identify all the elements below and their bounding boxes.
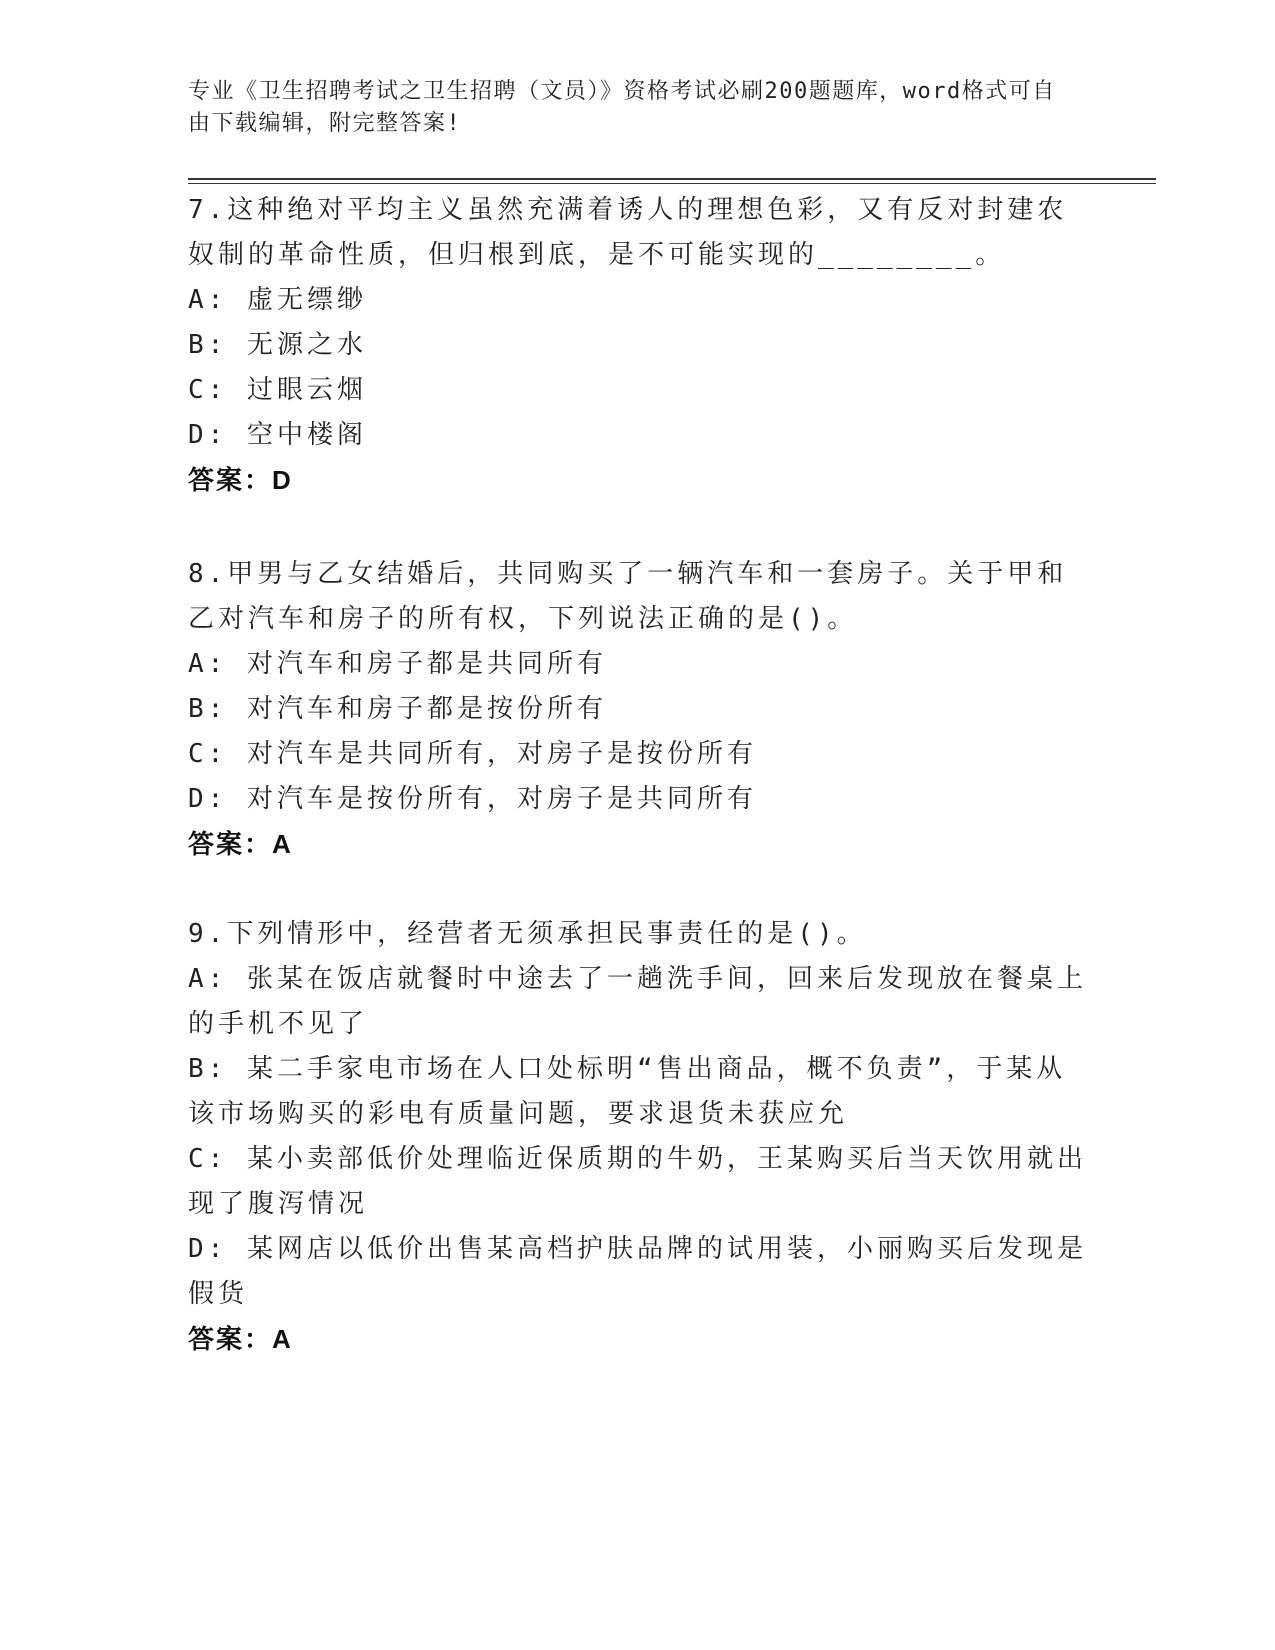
option-c: C: 对汽车是共同所有，对房子是按份所有: [188, 739, 757, 769]
option-a: A: 张某在饭店就餐时中途去了一趟洗手间，回来后发现放在餐桌上的手机不见了: [188, 964, 1087, 1039]
option-d: D: 对汽车是按份所有，对房子是共同所有: [188, 784, 757, 814]
answer: 答案：D: [188, 465, 293, 495]
question-stem: 8.甲男与乙女结婚后，共同购买了一辆汽车和一套房子。关于甲和乙对汽车和房子的所有权，下列说法正确的是()。: [188, 559, 1068, 634]
header-divider: [188, 178, 1156, 184]
option-a: A: 虚无缥缈: [188, 285, 367, 315]
option-b: B: 某二手家电市场在人口处标明“售出商品，概不负责”，于某从该市场购买的彩电有质量问题，要求退货未获应允: [188, 1054, 1067, 1129]
option-b: B: 对汽车和房子都是按份所有: [188, 694, 607, 724]
option-b: B: 无源之水: [188, 330, 367, 360]
question-stem: 7.这种绝对平均主义虽然充满着诱人的理想色彩，又有反对封建农奴制的革命性质，但归根到底，是不可能实现的________。: [188, 195, 1068, 270]
question-7: [188, 188, 1088, 503]
question-stem: 9.下列情形中，经营者无须承担民事责任的是()。: [188, 919, 867, 949]
answer: 答案：A: [188, 829, 293, 859]
option-c: C: 过眼云烟: [188, 375, 367, 405]
question-8: [188, 552, 1088, 867]
question-9: [188, 912, 1088, 1362]
option-a: A: 对汽车和房子都是共同所有: [188, 649, 607, 679]
option-c: C: 某小卖部低价处理临近保质期的牛奶，王某购买后当天饮用就出现了腹泻情况: [188, 1144, 1087, 1219]
document-header: 专业《卫生招聘考试之卫生招聘（文员）》资格考试必刷200题题库，word格式可自由下载编辑，附完整答案!: [188, 79, 1056, 136]
option-d: D: 空中楼阁: [188, 420, 367, 450]
option-d: D: 某网店以低价出售某高档护肤品牌的试用装，小丽购买后发现是假货: [188, 1234, 1087, 1309]
answer: 答案：A: [188, 1324, 293, 1354]
